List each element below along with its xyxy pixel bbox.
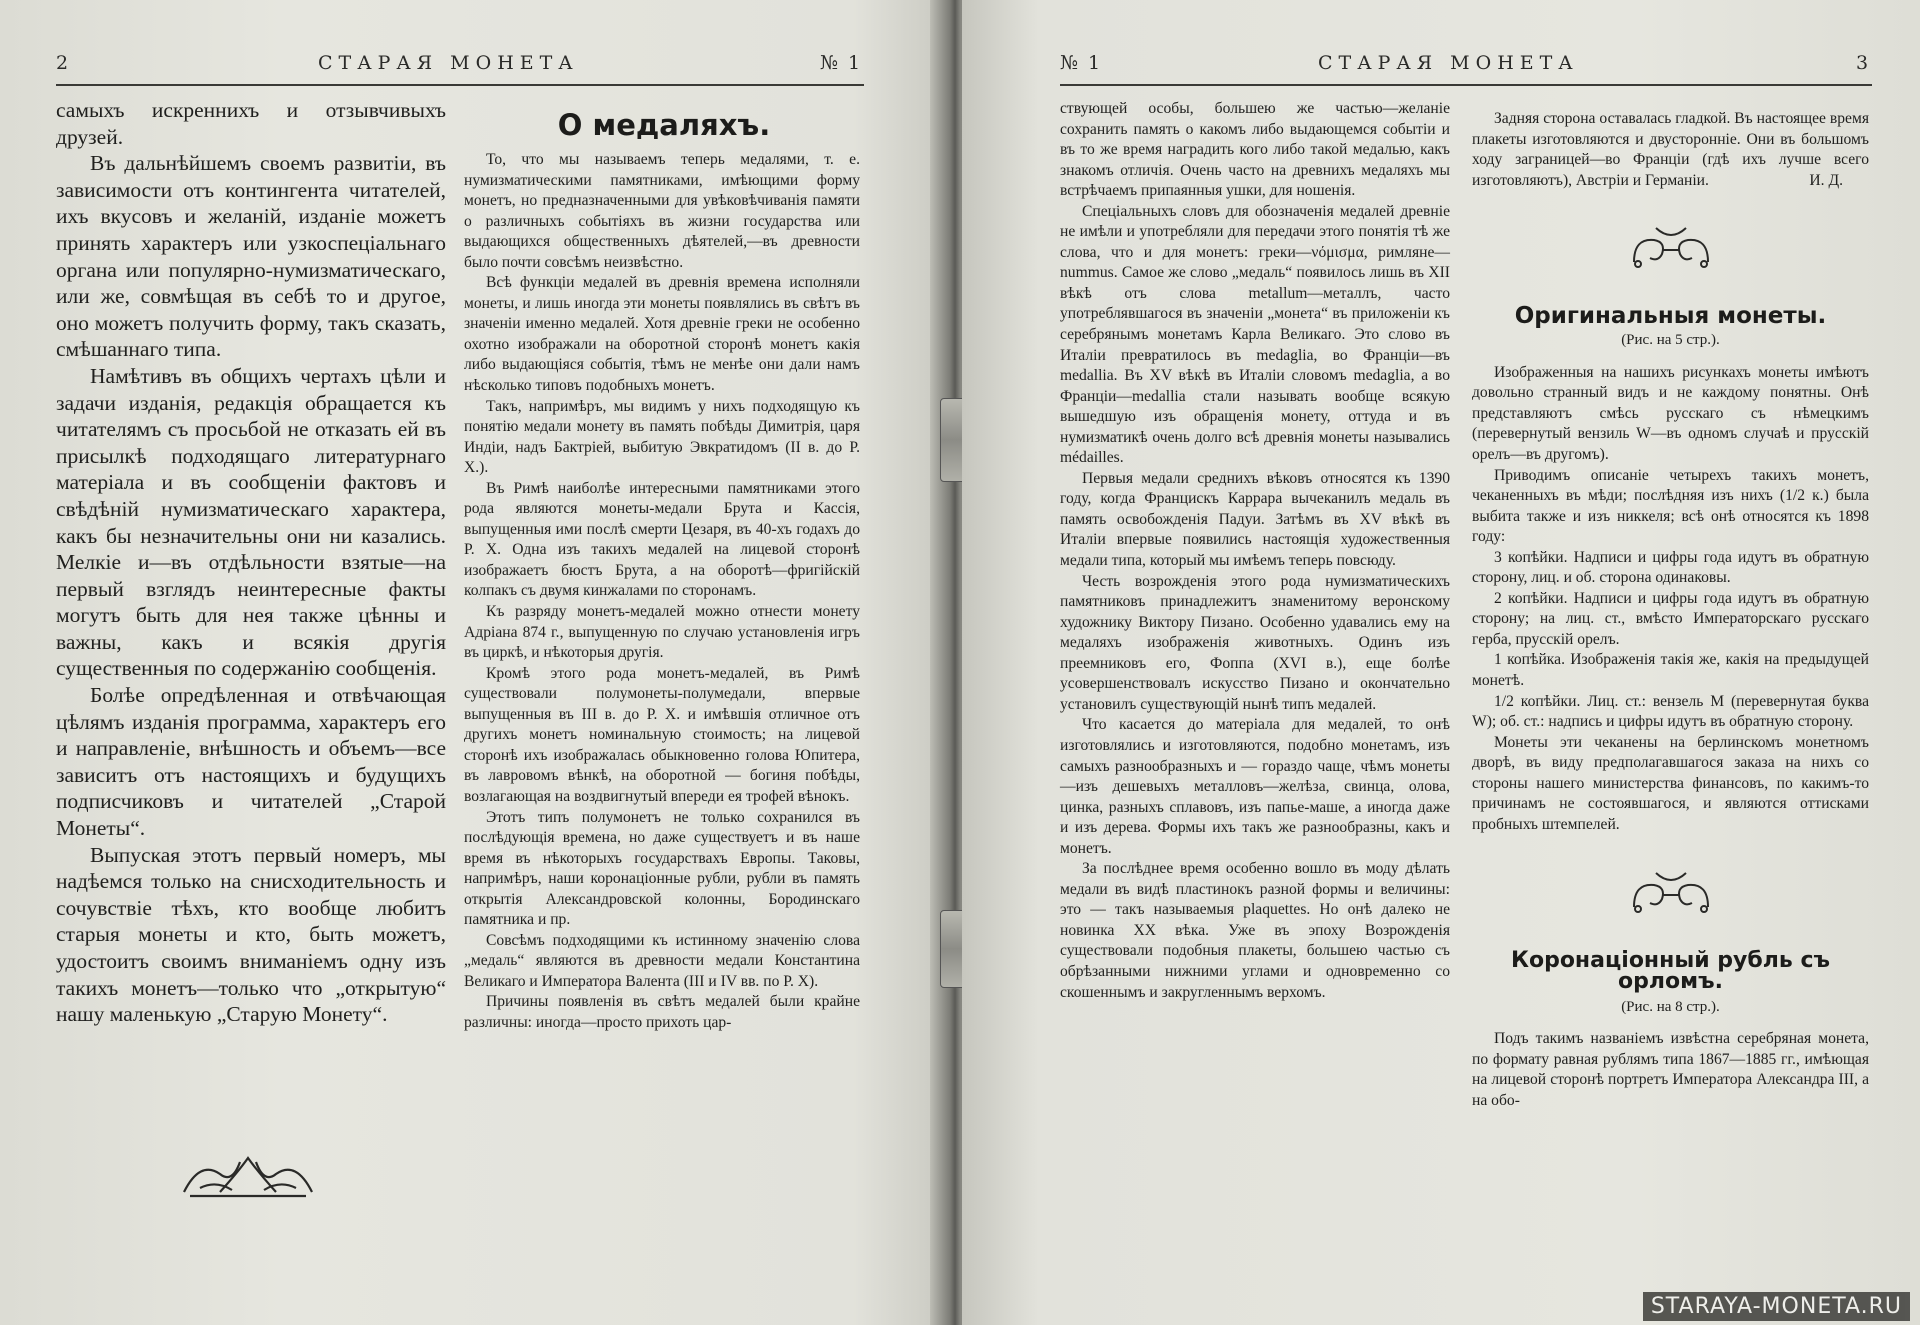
running-title: СТАРАЯ МОНЕТА <box>318 52 579 74</box>
paragraph: Подъ такимъ названіемъ извѣстна серебряная монета, по формату равная рублямъ типа 1867—1885 гг., имѣющая на лицевой сторонѣ портретъ Императора Александра III, а на обо- <box>1472 1030 1869 1109</box>
author-signature: И. Д. <box>1809 172 1843 190</box>
paragraph: Кромѣ этого рода монетъ-медалей, въ Римѣ существовали полумонеты-полумедали, впервые выпущенныя въ III в. до Р. X. и имѣвшія отличное отъ другихъ монетъ номинальную стоимость; на лицевой сторонѣ ихъ изображалась обыкновенно голова Юпитера, въ лавровомъ вѣнкѣ, на оборотной — богиня побѣды, возлагающая на воздвигнутый впереди ея трофей вѣнокъ. <box>464 664 860 805</box>
paragraph: 2 копѣйки. Надписи и цифры года идутъ въ обратную сторону; на лиц. ст., вмѣсто Императорскаго русскаго герба, прусскій орелъ. <box>1472 589 1869 648</box>
section-title-original-coins: Оригинальныя монеты. <box>1514 302 1827 329</box>
paragraph: За послѣднее время особенно вошло въ моду дѣлать медали въ видѣ пластинокъ разной формы и величины: это — такъ называемыя plaquettes. Но онѣ далеко не новинка XX вѣка. Уже въ эпоху Возрожденія существовали подобныя плакеты, большею частью съ обрѣзанными нижними углами и одновременно со скошеннымъ и закругленнымъ верхомъ. <box>1060 860 1450 1001</box>
paragraph: Намѣтивъ въ общихъ чертахъ цѣли и задачи изданія, редакція обращается къ читателямъ съ просьбой не отказать ей въ присылкѣ подходящаго литературнаго матеріала и въ сообщеніи фактовъ и свѣдѣній нумизматическаго характера, какъ бы незначительны они ни казались. Мелкіе и—въ отдѣльности взятые—на первый взглядъ неинтересные факты могутъ быть для нея также цѣнны и важны, какъ и всякія другія существенныя по содержанію сообщенія. <box>56 363 446 681</box>
paragraph: Въ Римѣ наиболѣе интересными памятниками этого рода являются монеты-медали Брута и Кассія, выпущенныя ими послѣ смерти Цезаря, въ 40-хъ годахъ до Р. X. Одна изъ такихъ медалей на лицевой сторонѣ изображаетъ бюстъ Брута, а на оборотѣ—фригійскій колпакъ съ двумя кинжалами по сторонамъ. <box>464 479 860 600</box>
paragraph: 3 копѣйки. Надписи и цифры года идутъ въ обратную сторону, лиц. и об. сторона одинаковы. <box>1472 548 1869 587</box>
issue-number: № 1 <box>820 52 863 74</box>
paragraph: Болѣе опредѣленная и отвѣчающая цѣлямъ изданія программа, характеръ его и направленіе, внѣшность и объемъ—все зависитъ отъ настоящихъ и будущихъ подписчиковъ и читателей „Старой Монеты“. <box>56 683 446 841</box>
section-title-coronation-ruble: Коронаціонный рубль съ орломъ. <box>1510 948 1831 994</box>
paragraph: Выпуская этотъ первый номеръ, мы надѣемся только на снисходительность и сочувствіе тѣхъ, кто вообще любитъ старыя монеты и кто, быть можетъ, удостоитъ своимъ вниманіемъ одну изъ такихъ монетъ—только что „открытую“ нашу маленькую „Старую Монету“. <box>56 842 446 1027</box>
paragraph: Приводимъ описаніе четырехъ такихъ монетъ, чеканенныхъ въ мѣди; послѣдняя изъ нихъ (1/2 к.) была выбита также и изъ никкеля; всѣ онѣ относятся къ 1898 году: <box>1472 466 1869 546</box>
paragraph: ствующей особы, большею же частью—желаніе сохранить память о какомъ либо выдающемся событіи и въ то же время наградить кого либо такой медалью, какъ знакомъ отличія. Очень часто на древнихъ медаляхъ мы встрѣчаемъ припаянныя ушки, для ношенія. <box>1060 100 1450 200</box>
header-rule <box>1060 84 1872 86</box>
section-figure-ref: (Рис. на 8 стр.). <box>1621 998 1720 1015</box>
ornament-icon <box>1628 220 1714 270</box>
page-number: 2 <box>56 52 75 74</box>
article-title: О медаляхъ. <box>557 108 771 142</box>
paragraph: Что касается до матеріала для медалей, то онѣ изготовлялись и изготовляются, подобно монетамъ, изъ самыхъ разнообразныхъ и — гораздо чаще, чѣмъ монеты—изъ дешевыхъ металловъ—желѣза, свинца, олова, цинка, разныхъ сплавовъ, изъ папье-маше, а иногда даже и изъ дерева. Формы ихъ такъ же разнообразны, какъ и монетъ. <box>1060 716 1450 857</box>
intro-column <box>56 97 446 1028</box>
right-page <box>962 0 1920 1325</box>
running-title: СТАРАЯ МОНЕТА <box>1318 52 1579 74</box>
paragraph: Монеты эти чеканены на берлинскомъ монетномъ дворѣ, въ виду предполагавшагося заказа на нихъ со стороны нашего министерства финансовъ, по какимъ-то причинамъ не состоявшагося, и являются оттисками пробныхъ штемпелей. <box>1472 733 1869 833</box>
original-coins-text <box>1472 363 1869 836</box>
right-column <box>1472 109 1869 1111</box>
paragraph: 1 копѣйка. Изображенія такія же, какія на предыдущей монетѣ. <box>1472 651 1869 690</box>
paragraph: Спеціальныхъ словъ для обозначенія медалей древніе не имѣли и употребляли для передачи этого понятія тѣ же слова, что и для монетъ: греки—νόμισμα, римляне—nummus. Самое же слово „медаль“ появилось лишь въ XII вѣкѣ отъ слова metallum—металлъ, часто употреблявшагося въ значеніи „монета“ въ приложеніи къ серебрянымъ монетамъ Карла Великаго. Это слово въ Италіи превратилось въ medaglia, во Франціи—въ medallia. Въ XV вѣкѣ въ Италіи словомъ medaglia, а во Франціи—medallia стали называть вообще всякую вышедшую изъ обращенія монету, оттуда и въ нумизматикѣ очень долго всѣ древнія монеты назывались médailles. <box>1060 202 1450 467</box>
paragraph: Изображенныя на нашихъ рисункахъ монеты имѣютъ довольно странный видъ и не каждому понятны. Онѣ представляютъ смѣсь русскаго съ нѣмецкимъ (перевернутый вензиль W—въ одномъ случаѣ и прусскій орелъ—въ другомъ). <box>1472 363 1869 464</box>
paragraph: Причины появленія въ свѣтъ медалей были крайне различны: иногда—просто прихоть цар- <box>464 993 860 1031</box>
paragraph: Всѣ функціи медалей въ древнія времена исполняли монеты, и лишь иногда эти монеты появлялись въ свѣтъ въ значеніи именно медалей. Хотя древніе греки не особенно охотно изображали на оборотной сторонѣ монетъ какія либо выдающіяся событія, тѣмъ не менѣе они дали намъ нѣсколько типовъ подобныхъ монетъ. <box>464 274 860 395</box>
site-watermark: STARAYA-MONETA.RU <box>1643 1292 1910 1321</box>
left-page <box>0 0 948 1325</box>
paragraph: Въ дальнѣйшемъ своемъ развитіи, въ зависимости отъ контингента читателей, ихъ вкусовъ и желаній, изданіе можетъ принять характеръ или узкоспеціальнаго органа или популярно-нумизматическаго, или же, совмѣщая въ себѣ то и другое, оно можетъ получить форму, такъ сказать, смѣшаннаго типа. <box>56 151 446 362</box>
ornament-icon <box>180 1152 316 1200</box>
medals-article-column <box>464 150 860 1034</box>
page-number: 3 <box>1856 52 1875 74</box>
closing-paragraph: Задняя сторона оставалась гладкой. Въ настоящее время плакеты изготовляются и двусторонніе. Они въ большомъ ходу заграницей—во Франціи (гдѣ ихъ лучше всего изготовляютъ), Австріи и Германіи. <box>1472 110 1869 189</box>
paragraph: Первыя медали среднихъ вѣковъ относятся къ 1390 году, когда Францискъ Каррара вычеканилъ медаль въ память освобожденія Падуи. Затѣмъ въ XV вѣкѣ въ Италіи впервые появились настоящія художественныя медали типа, который мы имѣемъ теперь повсюду. <box>1060 469 1450 570</box>
paragraph: Такъ, напримѣръ, мы видимъ у нихъ подходящую къ понятію медали монету въ память побѣды Димитрія, царя Индіи, надъ Бактріей, выбитую Эвкратидомъ (II в. до Р. X.). <box>464 397 860 477</box>
coronation-ruble-text <box>1472 1029 1869 1111</box>
paragraph: То, что мы называемъ теперь медалями, т. е. нумизматическими памятниками, имѣющими форму монетъ, но предназначенными для увѣковѣчиванія памяти о различныхъ событіяхъ въ жизни государства или выдающихся общественныхъ дѣятелей,—въ древности было почти совсѣмъ неизвѣстно. <box>464 151 860 271</box>
ornament-icon <box>1628 865 1714 915</box>
paragraph: Этотъ типъ полумонетъ не только сохранился въ послѣдующія времена, но даже существуетъ и въ наше время въ нѣкоторыхъ государствахъ Европы. Таковы, напримѣръ, наши коронаціонные рубли, рубли въ память открытія Александровской колонны, Бородинскаго памятника и пр. <box>464 808 860 929</box>
paragraph: Къ разряду монетъ-медалей можно отнести монету Адріана 874 г., выпущенную по случаю установленія игръ въ циркѣ, и нѣкоторыя другія. <box>464 603 860 662</box>
header-rule <box>56 84 864 86</box>
paragraph: Совсѣмъ подходящими къ истинному значенію слова „медаль“ являются въ древности медали Константина Великаго и Императора Валента (III и IV вв. по Р. X). <box>464 931 860 990</box>
issue-number: № 1 <box>1060 52 1103 74</box>
paragraph: Честь возрожденія этого рода нумизматическихъ памятниковъ принадлежитъ знаменитому веронскому художнику Виктору Пизано. Особенно удавались ему на медаляхъ изображенія животныхъ. Одинъ изъ преемниковъ его, Фоппа (XVI в.), еще болѣе усовершенствовалъ искусство Пизано и окончательно установилъ существующій нынѣ типъ медалей. <box>1060 572 1450 713</box>
paragraph: 1/2 копѣйки. Лиц. ст.: вензель M (перевернутая буква W); об. ст.: надпись и цифры идутъ въ обратную сторону. <box>1472 692 1869 731</box>
medals-continued-column <box>1060 99 1450 1003</box>
paragraph: самыхъ искреннихъ и отзывчивыхъ друзей. <box>56 98 446 149</box>
section-figure-ref: (Рис. на 5 стр.). <box>1621 332 1720 349</box>
